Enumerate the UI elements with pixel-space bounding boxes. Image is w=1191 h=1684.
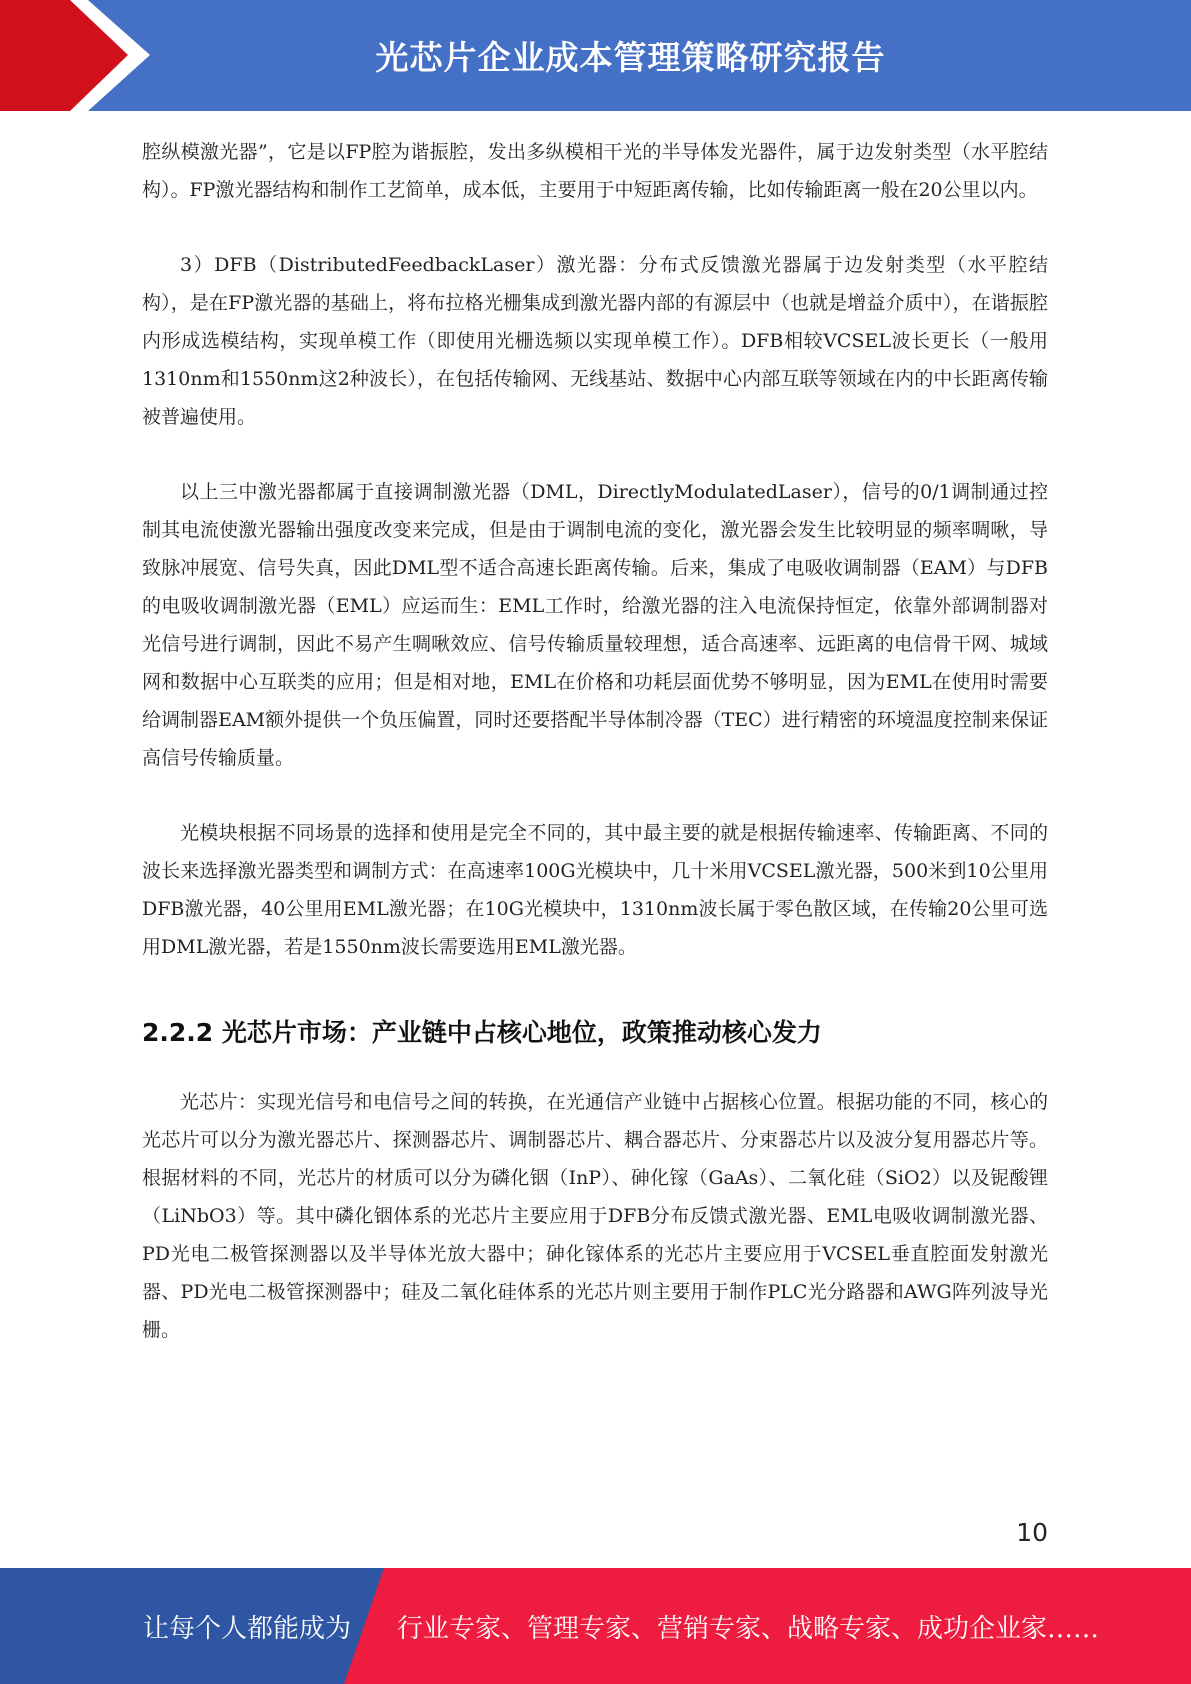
main-content (142, 133, 1048, 1386)
page-number: 10 (1016, 1518, 1048, 1547)
footer-slogan-right: 行业专家、管理专家、营销专家、战略专家、成功企业家…… (397, 1613, 1100, 1644)
paragraph-optical-chip: 光芯片：实现光信号和电信号之间的转换，在光通信产业链中占据核心位置。根据功能的不同，核心的光芯片可以分为激光器芯片、探测器芯片、调制器芯片、耦合器芯片、分束器芯片以及波分复用器芯片等。根据材料的不同，光芯片的材质可以分为磷化铟（InP）、砷化镓（GaAs）、二氧化硅（SiO2）以及铌酸锂（LiNbO3）等。其中磷化铟体系的光芯片主要应用于DFB分布反馈式激光器、EML电吸收调制激光器、PD光电二极管探测器以及半导体光放大器中；砷化镓体系的光芯片主要应用于VCSEL垂直腔面发射激光器、PD光电二极管探测器中；硅及二氧化硅体系的光芯片则主要用于制作PLC光分路器和AWG阵列波导光栅。 (142, 1091, 1048, 1341)
report-title: 光芯片企业成本管理策略研究报告 (375, 38, 886, 77)
paragraph-optical-module: 光模块根据不同场景的选择和使用是完全不同的，其中最主要的就是根据传输速率、传输距离、不同的波长来选择激光器类型和调制方式：在高速率100G光模块中，几十米用VCSEL激光器，500米到10公里用DFB激光器，40公里用EML激光器；在10G光模块中，1310nm波长属于零色散区域，在传输20公里可选用DML激光器，若是1550nm波长需要选用EML激光器。 (142, 822, 1048, 958)
paragraph-fp-laser: 腔纵模激光器”，它是以FP腔为谐振腔，发出多纵模相干光的半导体发光器件，属于边发射类型（水平腔结构）。FP激光器结构和制作工艺简单，成本低，主要用于中短距离传输，比如传输距离一般在20公里以内。 (142, 141, 1048, 201)
paragraph-dml-eml: 以上三中激光器都属于直接调制激光器（DML，DirectlyModulatedLaser），信号的0/1调制通过控制其电流使激光器输出强度改变来完成，但是由于调制电流的变化，激光器会发生比较明显的频率啁啾，导致脉冲展宽、信号失真，因此DML型不适合高速长距离传输。后来，集成了电吸收调制器（EAM）与DFB的电吸收调制激光器（EML）应运而生：EML工作时，给激光器的注入电流保持恒定，依靠外部调制器对光信号进行调制，因此不易产生啁啾效应、信号传输质量较理想，适合高速率、远距离的电信骨干网、城域网和数据中心互联类的应用；但是相对地，EML在价格和功耗层面优势不够明显，因为EML在使用时需要给调制器EAM额外提供一个负压偏置，同时还要搭配半导体制冷器（TEC）进行精密的环境温度控制来保证高信号传输质量。 (142, 481, 1048, 769)
footer-slogan-left: 让每个人都能成为 (143, 1613, 352, 1644)
paragraph-dfb-laser: 3）DFB（DistributedFeedbackLaser）激光器：分布式反馈激光器属于边发射类型（水平腔结构），是在FP激光器的基础上，将布拉格光栅集成到激光器内部的有源层中（也就是增益介质中），在谐振腔内形成选模结构，实现单模工作（即使用光栅选频以实现单模工作）。DFB相较VCSEL波长更长（一般用1310nm和1550nm这2种波长），在包括传输网、无线基站、数据中心内部互联等领域在内的中长距离传输被普遍使用。 (142, 254, 1048, 428)
page-header (0, 0, 1191, 111)
section-heading: 2.2.2 光芯片市场：产业链中占核心地位，政策推动核心发力 (142, 1018, 822, 1047)
page-footer (0, 1568, 1191, 1684)
